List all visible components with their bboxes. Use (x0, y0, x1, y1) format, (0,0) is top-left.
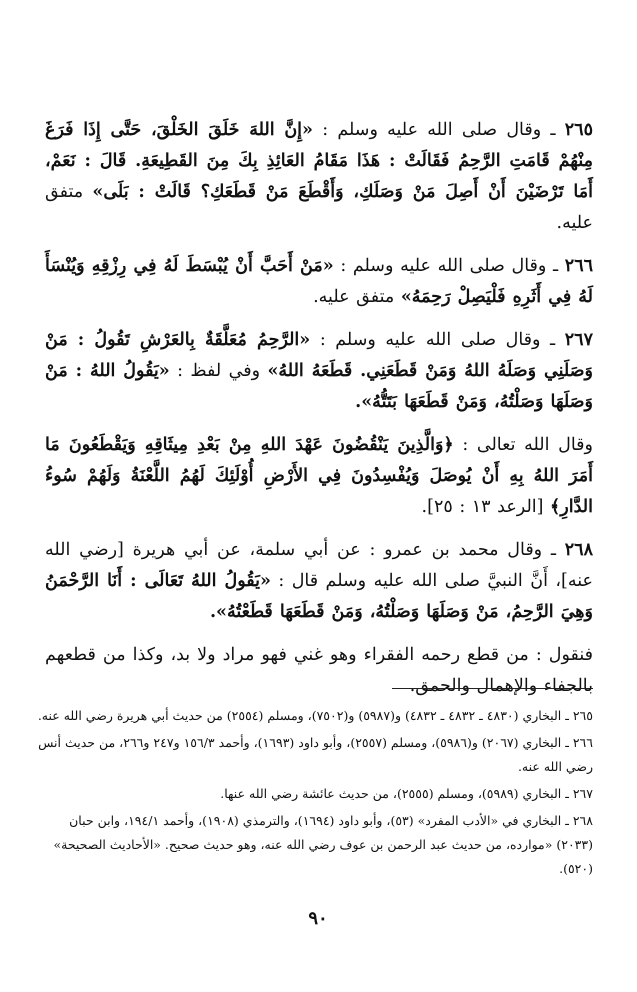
hadith-intro: ـ وقال محمد بن عمرو : عن أبي سلمة، عن أبي هريرة [رضي الله عنه]، أَنَّ النبيَّ صلى الله عليه وسلم قال : (45, 540, 593, 591)
hadith-variant-quote: «يَقُولُ اللهُ : مَنْ وَصَلَهَا وَصَلْتُهُ، وَمَنْ قَطَعَهَا بَتَتُّهُ». (45, 361, 593, 412)
footnote-265: ٢٦٥ ـ البخاري (٤٨٣٠ ـ ٤٨٣٢ ـ ٤٨٣٢) و(٥٩٨٧) و(٧٥٠٢)، ومسلم (٢٥٥٤) من حديث أبي هريرة رضي الله عنه. (37, 708, 593, 723)
footnotes (30, 704, 593, 884)
hadith-quote: «إِنَّ اللهَ خَلَقَ الخَلْقَ، حَتَّى إِذَا فَرَغَ مِنْهُمْ قَامَتِ الرَّحِمُ فَقَالَتْ : هَذَا مَقَامُ العَائِذِ بِكَ مِنَ القَطِيعَةِ. قَالَ : نَعَمْ، أَمَا تَرْضَيْنَ أَنْ أَصِلَ مَنْ وَصَلَكِ، وَأَقْطَعَ مَنْ قَطَعَكِ؟ قَالَتْ : بَلَى» (45, 120, 593, 202)
hadith-number: ٢٦٦ (564, 256, 593, 276)
hadith-variant-intro: وفي لفظ : (177, 361, 261, 381)
footnote-267: ٢٦٧ ـ البخاري (٥٩٨٩)، ومسلم (٢٥٥٥)، من حديث عائشة رضي الله عنها. (220, 786, 593, 801)
hadith-268 (45, 535, 593, 628)
footnote-268: ٢٦٨ ـ البخاري في «الأدب المفرد» (٥٣)، وأبو داود (١٦٩٤)، والترمذي (١٩٠٨)، وأحمد ١٩٤/١، وابن حبان (٢٠٣٣) «موارده، من حديث عبد الرحمن بن عوف رضي الله عنه، وهو حديث صحيح. «الأحاديث الصحيحة» (٥٢٠). (53, 813, 593, 876)
hadith-265 (45, 115, 593, 239)
footnote-divider (392, 688, 593, 689)
quran-verse (45, 430, 593, 523)
commentary (45, 640, 593, 702)
footnote-266: ٢٦٦ ـ البخاري (٢٠٦٧) و(٥٩٨٦)، ومسلم (٢٥٥٧)، وأبو داود (١٦٩٣)، وأحمد ١٥٦/٣ و٢٤٧ و٢٦٦، من حديث أنس رضي الله عنه. (38, 735, 593, 774)
verse-intro: وقال الله تعالى : (462, 435, 593, 455)
main-text (45, 115, 593, 714)
hadith-quote: «الرَّحِمُ مُعَلَّقَةٌ بِالعَرْشِ تَقُولُ : مَنْ وَصَلَنِي وَصَلَهُ اللهُ وَمَنْ قَطَعَنِي. قَطَعَهُ اللهُ» (45, 330, 593, 381)
hadith-number: ٢٦٧ (564, 330, 593, 350)
hadith-intro: ـ وقال صلى الله عليه وسلم : (322, 120, 556, 140)
hadith-number: ٢٦٥ (564, 120, 593, 140)
hadith-intro: ـ وقال صلى الله عليه وسلم : (340, 256, 559, 276)
hadith-intro: ـ وقال صلى الله عليه وسلم : (319, 330, 556, 350)
commentary-text: فنقول : من قطع رحمه الفقراء وهو غني فهو مراد ولا بد، وكذا من قطعهم بالجفاء والإهمال والحمق. (45, 645, 593, 696)
hadith-quote: «مَنْ أَحَبَّ أَنْ يُبْسَطَ لَهُ فِي رِزْقِهِ وَيُنْسَأَ لَهُ فِي أَثَرِهِ فَلْيَصِلْ رَحِمَهُ» (45, 256, 593, 307)
hadith-grading: متفق عليه. (313, 287, 395, 307)
verse-text: ﴿وَالَّذِينَ يَنْقُضُونَ عَهْدَ اللهِ مِنْ بَعْدِ مِيثَاقِهِ وَيَقْطَعُونَ مَا أَمَرَ اللهُ بِهِ أَنْ يُوصَلَ وَيُفْسِدُونَ فِي الأَرْضِ أُوْلَئِكَ لَهُمُ اللَّعْنَةُ وَلَهُمْ سُوءُ الدَّارِ﴾ (45, 435, 593, 517)
hadith-number: ٢٦٨ (564, 540, 593, 560)
hadith-266 (45, 251, 593, 313)
hadith-grading: متفق عليه. (45, 182, 593, 233)
hadith-quote: «يَقُولُ اللهُ تَعَالَى : أَنَا الرَّحْمَنُ وَهِيَ الرَّحِمُ، مَنْ وَصَلَهَا وَصَلْتُهُ، وَمَنْ قَطَعَهَا قَطَعْتُهُ». (45, 571, 593, 622)
hadith-267 (45, 325, 593, 418)
page-number: ٩٠ (308, 908, 328, 929)
verse-reference: [الرعد ١٣ : ٢٥]. (421, 497, 544, 517)
